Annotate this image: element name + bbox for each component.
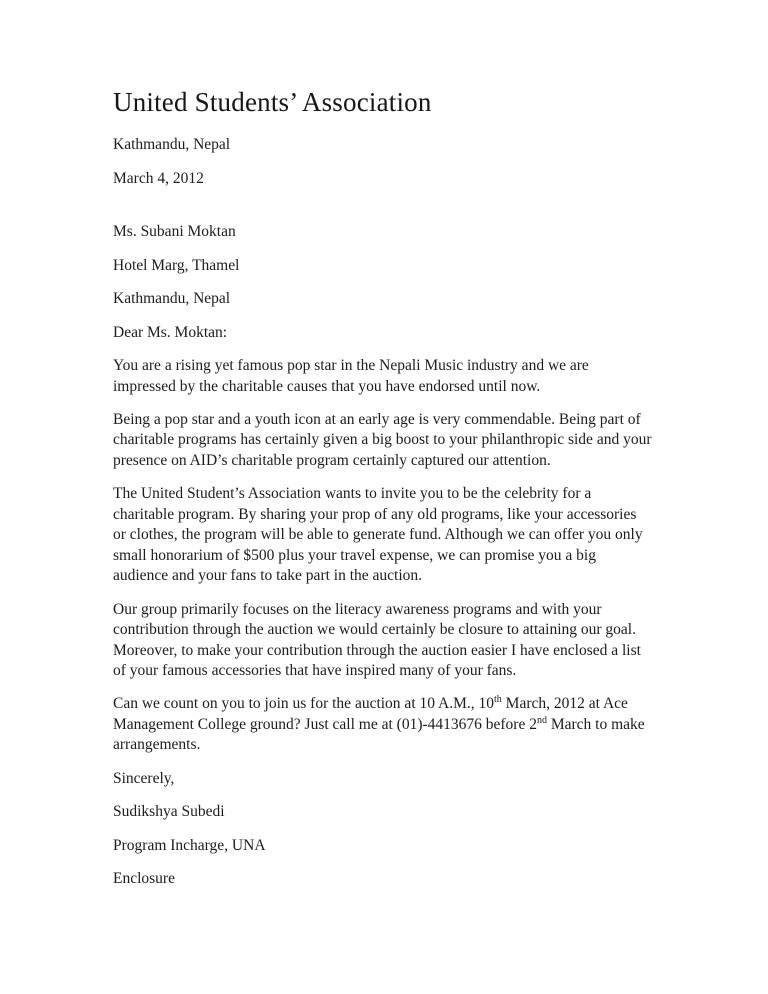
signature-name: Sudikshya Subedi xyxy=(113,803,225,821)
letter-title: United Students’ Association xyxy=(113,87,432,117)
date-line: March 4, 2012 xyxy=(113,169,204,187)
paragraph-invitation: The United Student’s Association wants to invite you to be the celebrity for a charitable program. By sharing your prop of any old programs, like your accessories or clothes, the program will be able to generate fund. Although we can offer you only small honorarium of $500 plus your travel expense, we can promise you a big audience and your fans to take part in the auction. xyxy=(113,485,643,585)
paragraph-text-segment: March to make arrangements. xyxy=(113,715,645,754)
salutation: Dear Ms. Moktan: xyxy=(113,323,228,341)
paragraph-text-segment: March, 2012 at Ace Management College ground? Just call me at (01)-4413676 before 2 xyxy=(113,695,628,733)
ordinal-superscript: th xyxy=(494,694,502,706)
enclosure-note: Enclosure xyxy=(113,870,175,888)
paragraph-intro: You are a rising yet famous pop star in the Nepali Music industry and we are impressed by the charitable causes that you have endorsed until now. xyxy=(113,357,589,395)
recipient-address-1: Hotel Marg, Thamel xyxy=(113,256,240,274)
recipient-address-2: Kathmandu, Nepal xyxy=(113,290,231,308)
closing: Sincerely, xyxy=(113,769,175,787)
sender-location: Kathmandu, Nepal xyxy=(113,136,231,154)
signature-title: Program Incharge, UNA xyxy=(113,836,266,854)
paragraph-text-segment: Can we count on you to join us for the auction at 10 A.M., 10 xyxy=(113,695,494,713)
recipient-name: Ms. Subani Moktan xyxy=(113,223,236,241)
paragraph-commendation: Being a pop star and a youth icon at an early age is very commendable. Being part of charitable programs has certainly given a big boost to your philanthropic side and your presence on AID’s charitable program certainly captured our attention. xyxy=(113,411,652,469)
paragraph-goal: Our group primarily focuses on the literacy awareness programs and with your contribution through the auction we would certainly be closure to attaining our goal. Moreover, to make your contribution through the auction easier I have enclosed a list of your famous accessories that have inspired many of your fans. xyxy=(113,600,641,679)
ordinal-superscript: nd xyxy=(536,714,547,726)
paragraph-auction-details xyxy=(113,694,653,755)
